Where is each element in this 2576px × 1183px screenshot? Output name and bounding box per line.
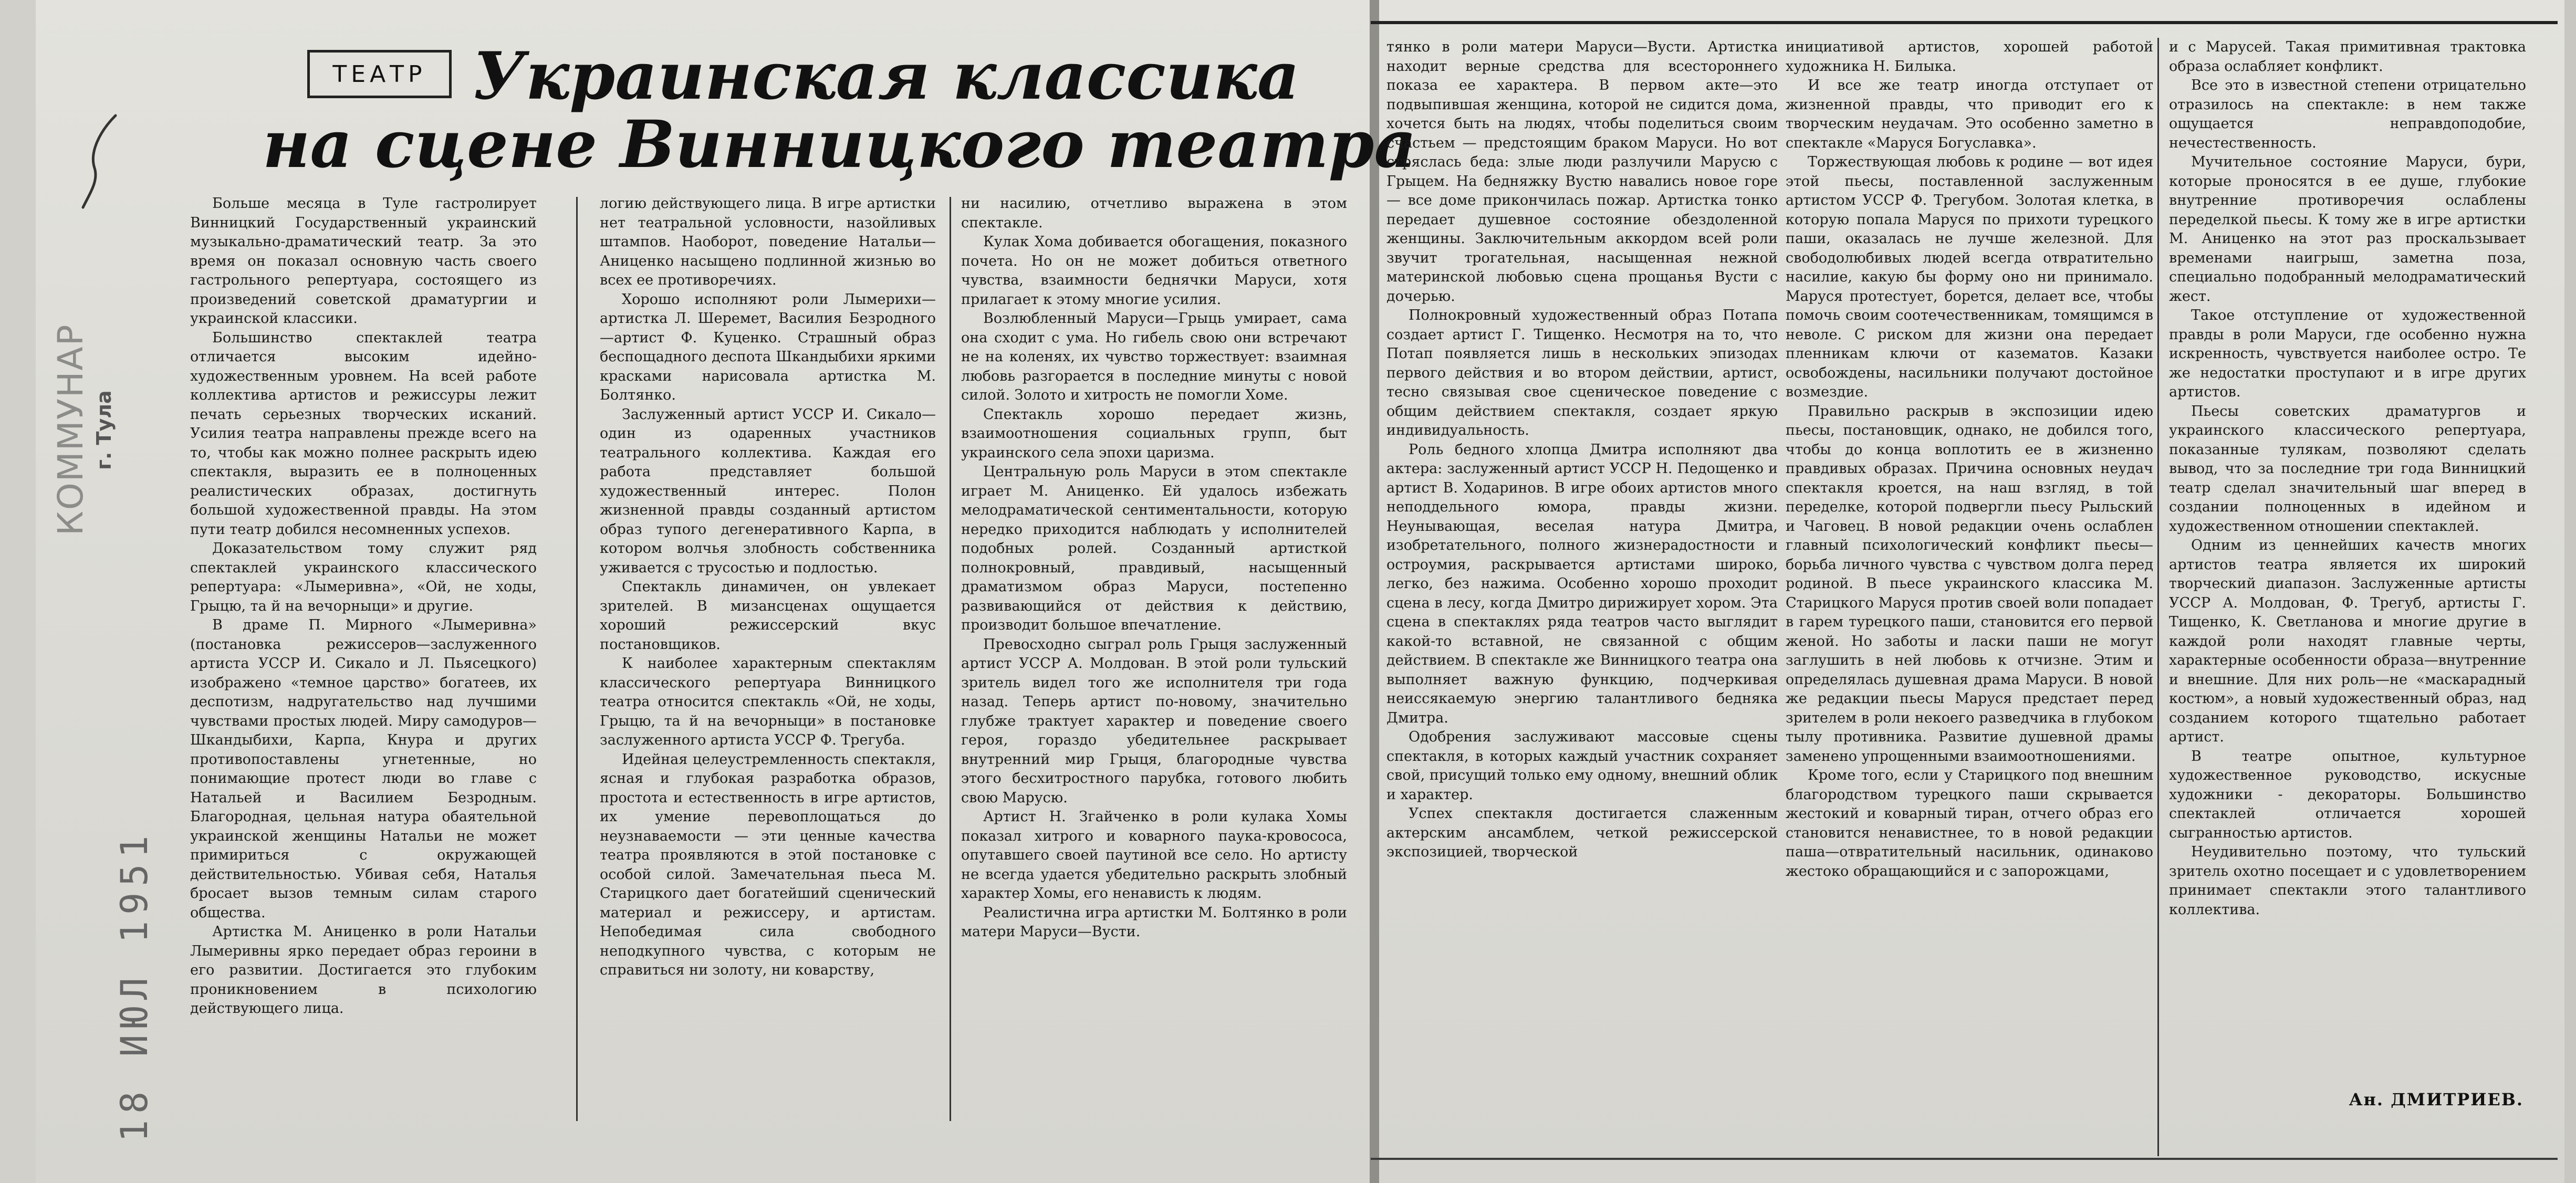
top-rule xyxy=(1371,21,2558,24)
paper-margin xyxy=(0,0,36,1183)
article-paragraph: Кроме того, если у Старицкого под внешним благородством турецкого паши скрывается жестокий и коварный тиран, отчего образ его становится ненавистнее, то в новой редакции паша—отвратительный насильник, одинаково жестоко обращающийся и с запорожцами, xyxy=(1786,767,2153,880)
article-paragraph: Больше месяца в Туле гастролирует Винницкий Государственный украинский музыкально-драматический театр. За это время он показал основную часть своего гастрольного репертуара, состоящего из произведений советской драматургии и украинской классики. xyxy=(190,195,537,327)
article-column-5 xyxy=(1786,38,2153,1154)
article-paragraph: Правильно раскрыв в экспозиции идею пьесы, постановщик, однако, не добился того, чтобы до конца воплотить ее в жизненно правдивых образах. Причина основных неудач спектакля кроется, на наш взгляд, в той переделке, которой подвергли пьесу Рыльский и Чаговец. В новой редакции очень ослаблен главный психологический конфликт пьесы—борьба личного чувства с чувством долга перед родиной. В пьесе украинского классика М. Старицкого Маруся против своей воли попадает в гарем турецкого паши, становится его первой женой. Но заботы и ласки паши не могут заглушить в ней любовь к отчизне. Этим и определялась душевная драма Маруси. В новой же редакции пьесы Маруся предстает перед зрителем в роли некоего разведчика в глубоком тылу противника. Развитие душевной драмы заменено упрощенными взаимоотношениями. xyxy=(1786,403,2153,765)
headline-line-2: на сцене Винницкого театра xyxy=(263,107,1416,183)
article-paragraph: Роль бедного хлопца Дмитра исполняют два актера: заслуженный артист УССР Н. Педощенко и артист В. Ходаринов. В игре обоих артистов много неподдельного юмора, правды жизни. Неунывающая, веселая натура Дмитра, изобретательного, полного жизнерадостности и остроумия, раскрывается артистами широко, легко, без нажима. Особенно хорошо проходит сцена в лесу, когда Дмитро дирижирует хором. Эта сцена в спектаклях ряда театров часто выглядит какой-то вставной, не связанной с общим действием. В спектакле же Винницкого театра она выполняет важную функцию, подчеркивая неиссякаемую энергию талантливого бедняка Дмитра. xyxy=(1386,441,1778,726)
article-paragraph: Кулак Хома добивается обогащения, показного почета. Но он не может добиться ответного чувства, взаимности беднячки Маруси, хотя прилагает к этому многие усилия. xyxy=(961,234,1347,308)
article-paragraph: Возлюбленный Маруси—Грыць умирает, сама она сходит с ума. Но гибель свою они встречают не на коленях, их чувство торжествует: взаимная любовь разгорается в последние минуты с новой силой. Золото и хитрость не помогли Хоме. xyxy=(961,310,1347,403)
article-paragraph: Пьесы советских драматургов и украинского классического репертуара, показанные тулякам, позволяют сделать вывод, что за последние три года Винницкий театр сделал значительный шаг вперед в создании полноценных в идейном и художественном отношении спектаклей. xyxy=(2169,403,2526,535)
column-divider xyxy=(576,197,578,1121)
article-column-2 xyxy=(600,194,936,1111)
article-paragraph: Спектакль динамичен, он увлекает зрителей. В мизансценах ощущается хороший режиссерский вкус постановщиков. xyxy=(600,579,936,653)
article-paragraph: Доказательством тому служит ряд спектаклей украинского классического репертуара: «Лымеривна», «Ой, не ходы, Грыцю, та й на вечорныци» и другие. xyxy=(190,540,537,614)
article-paragraph: В драме П. Мирного «Лымеривна» (постановка режиссеров—заслуженного артиста УССР И. Сикало и Л. Пьясецкого) изображено «темное царство» богатеев, их деспотизм, надругательство над лучшими чувствами простых людей. Миру самодуров—Шкандыбихи, Карпа, Кнура и других противопоставлены угнетенные, но понимающие протест люди во главе с Натальей и Василием Безродным. Благородная, цельная натура обаятельной украинской женщины Натальи не может примириться с окружающей действительностью. Убивая себя, Наталья бросает вызов темным силам старого общества. xyxy=(190,617,537,921)
article-paragraph: Одобрения заслуживают массовые сцены спектакля, в которых каждый участник сохраняет свой, присущий только ему одному, внешний облик и характер. xyxy=(1386,729,1778,803)
article-paragraph: Идейная целеустремленность спектакля, ясная и глубокая разработка образов, простота и естественность в игре артистов, их умение перевоплощаться до неузнаваемости — эти ценные качества театра проявляются в этой постановке с особой силой. Замечательная пьеса М. Старицкого дает богатейший сценический материал и режиссеру, и артистам. Непобедимая сила свободного неподкупного чувства, с которым не справиться ни золоту, ни коварству, xyxy=(600,751,936,978)
article-paragraph: Одним из ценнейших качеств многих артистов театра является их широкий творческий диапазон. Заслуженные артисты УССР А. Молдован, Ф. Трегуб, артисты Г. Тищенко, К. Светланова и многие другие в каждой роли находят главные черты, характерные особенности образа—внутренние и внешние. Для них роль—не «маскарадный костюм», а новый художественный образ, над созданием которого тщательно работает артист. xyxy=(2169,537,2526,745)
article-paragraph: Полнокровный художественный образ Потапа создает артист Г. Тищенко. Несмотря на то, что Потап появляется лишь в нескольких эпизодах первого действия и во втором действии, артист, тесно связывая свое сценическое поведение с общим действием спектакля, создает яркую индивидуальность. xyxy=(1386,307,1778,438)
article-paragraph: тянко в роли матери Маруси—Вусти. Артистка находит верные средства для всестороннего показа ее характера. В первом акте—это подвыпившая женщина, которой не сидится дома, хочется быть на людях, чтобы поделиться своим счастьем — предстоящим браком Маруси. Но вот стряслась беда: злые люди разлучили Марусю с Грыцем. На бедняжку Вустю навались новое горе — все доме прикончилась пожар. Артистка тонко передает душевное состояние обездоленной женщины. Заключительным аккордом всей роли звучит трогательная, насыщенная нежной материнской любовью сцена прощанья Вусти с дочерью. xyxy=(1386,39,1778,305)
article-paragraph: Заслуженный артист УССР И. Сикало—один из одаренных участников театрального коллектива. Каждая его работа представляет большой художественный интерес. Полон жизненной правды созданный артистом образ тупого дегенеративного Карпа, в котором волчья злобность собственника уживается с трусостью и подлостью. xyxy=(600,406,936,576)
article-paragraph: Торжествующая любовь к родине — вот идея этой пьесы, поставленной заслуженным артистом УССР Ф. Трегубом. Золотая клетка, в которую попала Маруся по прихоти турецкого паши, оказалась не лучше железной. Для свободолюбивых людей всегда отвратительно насилие, какую бы форму оно ни принимало. Маруся протестует, борется, делает все, чтобы помочь своим соотечественникам, томящимся в неволе. С риском для жизни она передает пленникам ключи от казематов. Казаки освобождены, насильники получают достойное возмездие. xyxy=(1786,154,2153,400)
article-paragraph: Артистка М. Аниценко в роли Натальи Лымеривны ярко передает образ героини в его развитии. Достигается это глубоким проникновением в психологию действующего лица. xyxy=(190,924,537,1017)
article-paragraph: И все же театр иногда отступает от жизненной правды, что приводит его к творческим неудачам. Это особенно заметно в спектакле «Маруся Богуславка». xyxy=(1786,77,2153,151)
author-signature: Ан. ДМИТРИЕВ. xyxy=(2349,1090,2523,1109)
date-stamp: 18 ИЮЛ 1951 xyxy=(113,829,156,1142)
article-paragraph: логию действующего лица. В игре артистки нет театральной условности, назойливых штампов. Наоборот, поведение Натальи—Аниценко насыщено подлинной жизнью во всех ее противоречиях. xyxy=(600,195,936,288)
article-paragraph: Все это в известной степени отрицательно отразилось на спектакле: в нем также ощущается неправдоподобие, нечестественность. xyxy=(2169,77,2526,151)
article-paragraph: Успех спектакля достигается слаженным актерским ансамблем, четкой режиссерской экспозицией, творческой xyxy=(1386,805,1778,860)
paper-margin-right xyxy=(2564,0,2576,1183)
article-paragraph: К наиболее характерным спектаклям классического репертуара Винницкого театра относится спектакль «Ой, не ходы, Грыцю, та й на вечорныци» в постановке заслуженного артиста УССР Ф. Трегуба. xyxy=(600,655,936,748)
article-paragraph: Артист Н. Згайченко в роли кулака Хомы показал хитрого и коварного паука-кровососа, опутавшего своей паутиной все село. Но артисту не всегда удается убедительно раскрыть злобный характер Хомы, его ненависть к людям. xyxy=(961,809,1347,902)
article-paragraph: Большинство спектаклей театра отличается высоким идейно-художественным уровнем. На всей работе коллектива артистов и режиссуры лежит печать серьезных творческих исканий. Усилия театра направлены прежде всего на то, чтобы как можно полнее раскрыть идею спектакля, выразить ее в полноценных реалистических образах, достигнуть большой художественной правды. На этом пути театр добился несомненных успехов. xyxy=(190,329,537,538)
article-paragraph: Превосходно сыграл роль Грыця заслуженный артист УССР А. Молдован. В этой роли тульский зритель видел того же исполнителя три года назад. Теперь артист по-новому, значительно глубже трактует характер и поведение своего героя, гораздо убедительнее раскрывает внутренний мир Грыця, благородные чувства этого бесхитростного парубка, готового любить свою Марусю. xyxy=(961,636,1347,806)
article-paragraph: Реалистична игра артистки М. Болтянко в роли матери Маруси—Вусти. xyxy=(961,904,1347,940)
article-paragraph: Центральную роль Маруси в этом спектакле играет М. Аниценко. Ей удалось избежать мелодраматической сентиментальности, которую нередко приходится наблюдать у исполнителей подобных ролей. Созданный артисткой полнокровный, правдивый, насыщенный драматизмом образ Маруси, постепенно развивающийся от действия к действию, производит большое впечатление. xyxy=(961,464,1347,633)
column-divider xyxy=(950,197,951,1121)
city-label: г. Тула xyxy=(92,390,116,470)
column-divider xyxy=(2157,38,2159,1156)
article-paragraph: Спектакль хорошо передает жизнь, взаимоотношения социальных групп, быт украинского села эпохи царизма. xyxy=(961,406,1347,461)
article-column-4 xyxy=(1386,38,1778,1154)
newspaper-name: КОММУНАР xyxy=(50,323,91,536)
bottom-rule xyxy=(1371,1158,2558,1160)
article-paragraph: Хорошо исполняют роли Лымерихи—артистка Л. Шеремет, Василия Безродного—артист Ф. Куценко. Страшный образ беспощадного деспота Шкандыбихи яркими красками нарисовала артистка М. Болтянко. xyxy=(600,291,936,403)
article-paragraph: Неудивительно поэтому, что тульский зритель охотно посещает и с удовлетворением принимает спектакли этого талантливого коллектива. xyxy=(2169,844,2526,918)
article-paragraph: Такое отступление от художественной правды в роли Маруси, где особенно нужна искренность, чувствуется наиболее остро. Те же недостатки проступают и в игре других артистов. xyxy=(2169,307,2526,400)
headline-line-1: Украинская классика xyxy=(473,38,1300,114)
article-paragraph: и с Марусей. Такая примитивная трактовка образа ослабляет конфликт. xyxy=(2169,39,2526,75)
article-paragraph: В театре опытное, культурное художественное руководство, искусные художники - декораторы. Большинство спектаклей отличается хорошей сыгранностью артистов. xyxy=(2169,748,2526,841)
article-column-3 xyxy=(961,194,1347,1121)
rubric-box xyxy=(307,50,452,98)
article-column-6 xyxy=(2169,38,2526,1109)
article-column-1 xyxy=(190,194,537,1121)
article-paragraph: инициативой артистов, хорошей работой художника Н. Билыка. xyxy=(1786,39,2153,75)
pencil-mark-icon xyxy=(79,110,126,215)
article-paragraph: Мучительное состояние Маруси, бури, которые проносятся в ее душе, глубокие внутренние противоречия ослаблены переделкой пьесы. К тому же в игре артистки М. Аниценко на этот раз проскальзывает временами наигрыш, заметна поза, специально подобранный мелодраматический жест. xyxy=(2169,154,2526,305)
rubric-label: ТЕАТР xyxy=(332,60,426,88)
article-paragraph: ни насилию, отчетливо выражена в этом спектакле. xyxy=(961,195,1347,231)
